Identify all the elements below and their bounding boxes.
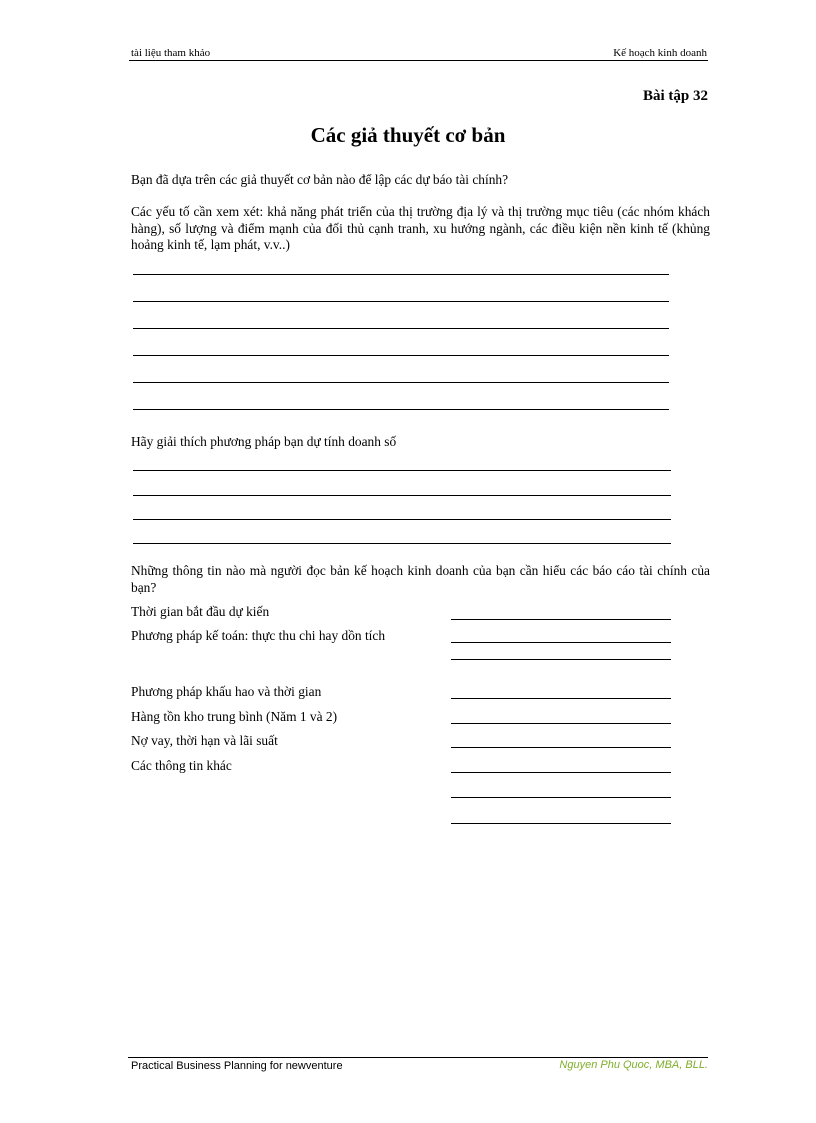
question-sales-method: Hãy giải thích phương pháp bạn dự tính doanh số bbox=[131, 434, 397, 449]
page-title: Các giả thuyết cơ bản bbox=[310, 123, 506, 147]
answer-line[interactable] bbox=[133, 495, 671, 496]
answer-line[interactable] bbox=[133, 382, 669, 383]
footer-left-text: Practical Business Planning for newventure bbox=[131, 1060, 343, 1072]
answer-inventory[interactable] bbox=[451, 723, 671, 724]
answer-line[interactable] bbox=[133, 519, 671, 520]
answer-line[interactable] bbox=[133, 543, 671, 544]
question-assumptions: Bạn đã dựa trên các giả thuyết cơ bản nào để lập các dự báo tài chính? bbox=[131, 172, 509, 187]
answer-start-time[interactable] bbox=[451, 619, 671, 620]
answer-other-info[interactable] bbox=[451, 772, 671, 773]
answer-line[interactable] bbox=[133, 301, 669, 302]
header-left-text: tài liệu tham khảo bbox=[131, 47, 211, 59]
answer-depreciation[interactable] bbox=[451, 698, 671, 699]
answer-debt[interactable] bbox=[451, 747, 671, 748]
label-accounting-method: Phương pháp kế toán: thực thu chi hay dồn tích bbox=[131, 628, 386, 643]
header-right-text: Kế hoạch kinh doanh bbox=[613, 47, 707, 59]
label-debt: Nợ vay, thời hạn và lãi suất bbox=[131, 733, 278, 748]
label-inventory: Hàng tồn kho trung bình (Năm 1 và 2) bbox=[131, 709, 338, 724]
answer-line[interactable] bbox=[133, 470, 671, 471]
answer-other-info-2[interactable] bbox=[451, 797, 671, 798]
question-reader-info: Những thông tin nào mà người đọc bản kế hoạch kinh doanh của bạn cần hiểu các báo cáo tài chính của bạn? bbox=[131, 563, 710, 595]
label-start-time: Thời gian bắt đầu dự kiến bbox=[131, 604, 270, 619]
answer-other-info-3[interactable] bbox=[451, 823, 671, 824]
exercise-label: Bài tập 32 bbox=[642, 88, 708, 104]
answer-line[interactable] bbox=[133, 409, 669, 410]
footer-author: Nguyen Phu Quoc, MBA, BLL. bbox=[559, 1059, 708, 1071]
answer-line[interactable] bbox=[133, 328, 669, 329]
factors-paragraph: Các yếu tố cần xem xét: khả năng phát triển của thị trường địa lý và thị trường mục tiêu (các nhóm khách hàng), số lượng và điểm mạnh của đối thủ cạnh tranh, xu hướng ngành, các điều kiện nền kinh tế (khủng hoảng kinh tế, lạm phát, v.v..) bbox=[131, 204, 710, 252]
header-rule bbox=[129, 60, 708, 61]
label-other-info: Các thông tin khác bbox=[131, 758, 232, 773]
answer-line[interactable] bbox=[133, 355, 669, 356]
answer-line[interactable] bbox=[133, 274, 669, 275]
footer-rule bbox=[128, 1057, 708, 1058]
answer-accounting-method[interactable] bbox=[451, 642, 671, 643]
label-depreciation: Phương pháp khấu hao và thời gian bbox=[131, 684, 322, 699]
answer-accounting-method-extra[interactable] bbox=[451, 659, 671, 660]
